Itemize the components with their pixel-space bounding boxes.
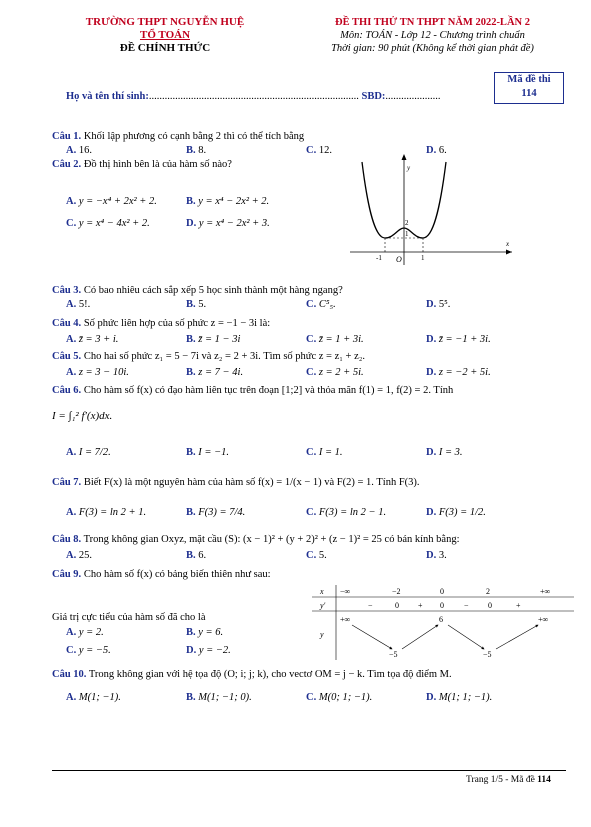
option-text: 5⁵. (438, 299, 451, 310)
option-label: C. (66, 218, 77, 229)
option-label: B. (186, 447, 196, 458)
q7-option-a[interactable] (66, 507, 146, 518)
q6-option-c[interactable] (306, 447, 343, 458)
option-text: z = 3 − 10i. (78, 367, 129, 378)
question-number: Câu 3. (52, 285, 82, 296)
variation-table (312, 585, 574, 660)
question-number: Câu 8. (52, 534, 82, 545)
option-text: y = x⁴ − 2x² + 3. (198, 218, 270, 229)
yp-val: − (464, 601, 469, 610)
q10-option-b[interactable] (186, 692, 252, 703)
official-label: ĐỀ CHÍNH THỨC (119, 42, 211, 54)
tick-neg1: -1 (376, 254, 382, 262)
row-x-label: x (320, 587, 324, 596)
option-label: C. (66, 645, 77, 656)
exam-code: 114 (521, 88, 537, 99)
option-text: 5!. (78, 299, 91, 310)
q8-option-d[interactable] (426, 550, 447, 561)
exam-code-box (494, 72, 564, 104)
q4-option-b[interactable] (186, 334, 240, 345)
option-text: F(3) = ln 2 − 1. (318, 507, 387, 518)
q6-integral: I = ∫₁² f′(x)dx. (52, 410, 113, 422)
question-number: Câu 6. (52, 385, 82, 396)
yp-val: + (418, 601, 423, 610)
option-text: z = 2 + 5i. (318, 367, 364, 378)
yp-val: 0 (395, 601, 399, 610)
option-text: 12. (318, 145, 332, 156)
tick-1: 1 (421, 254, 425, 262)
option-label: D. (426, 550, 437, 561)
q1-option-c[interactable] (306, 145, 332, 156)
x-val: 2 (486, 587, 490, 596)
option-label: C. (306, 367, 317, 378)
option-label: B. (186, 367, 196, 378)
yp-val: 0 (488, 601, 492, 610)
q3-option-b[interactable] (186, 299, 206, 310)
q1-option-b[interactable] (186, 145, 206, 156)
option-label: D. (426, 692, 437, 703)
option-label: C. (306, 507, 317, 518)
tick-2: 2 (405, 219, 409, 227)
q4-option-a[interactable] (66, 334, 118, 345)
footer-code: 114 (537, 775, 551, 785)
option-text: M(0; 1; −1). (318, 692, 373, 703)
option-text: I = 7/2. (78, 447, 111, 458)
q4-option-d[interactable] (426, 334, 491, 345)
option-label: B. (186, 299, 196, 310)
question-number: Câu 4. (52, 318, 82, 329)
q4-option-c[interactable] (306, 334, 364, 345)
option-label: B. (186, 507, 196, 518)
y-val: +∞ (340, 615, 351, 624)
q3-option-d[interactable] (426, 299, 450, 310)
footer-divider (52, 770, 566, 771)
yp-val: + (516, 601, 521, 610)
option-label: D. (426, 367, 437, 378)
function-graph (340, 150, 520, 270)
x-val: 0 (440, 587, 444, 596)
option-label: D. (426, 334, 437, 345)
question-2 (52, 159, 232, 170)
q3-option-a[interactable] (66, 299, 90, 310)
x-val: −∞ (340, 587, 351, 596)
option-label: B. (186, 627, 196, 638)
option-text: y = −2. (198, 645, 231, 656)
option-text: z = 7 − 4i. (198, 367, 244, 378)
yp-val: − (368, 601, 373, 610)
option-label: B. (186, 145, 196, 156)
x-label: x (506, 240, 510, 248)
q7-option-c[interactable] (306, 507, 386, 518)
y-axis-arrow (402, 154, 407, 160)
option-label: B. (186, 196, 196, 207)
tick-1y: 1 (405, 230, 409, 238)
option-label: B. (186, 550, 196, 561)
q5-option-c[interactable] (306, 367, 364, 378)
sbd-label: SBD: (361, 91, 386, 102)
option-label: B. (186, 692, 196, 703)
option-text: z̄ = 1 + 3i. (318, 334, 364, 345)
question-10 (52, 669, 452, 680)
arrow-down (352, 625, 392, 649)
question-6 (52, 385, 453, 396)
question-text: Có bao nhiêu cách sắp xếp 5 học sinh thành một hàng ngang? (83, 285, 343, 296)
question-number: Câu 10. (52, 669, 87, 680)
q6-option-d[interactable] (426, 447, 463, 458)
origin-label: O (396, 255, 402, 264)
exam-subject: Môn: TOÁN - Lớp 12 - Chương trình chuẩn (340, 30, 525, 41)
option-text: y = −x⁴ + 2x² + 2. (78, 196, 157, 207)
q2-option-a[interactable] (66, 196, 157, 207)
q2-option-c[interactable] (66, 218, 150, 229)
option-text: F(3) = ln 2 + 1. (78, 507, 147, 518)
y-label: y (407, 164, 411, 172)
option-label: C. (306, 145, 317, 156)
exam-time: Thời gian: 90 phút (Không kể thời gian phát đề) (331, 43, 534, 54)
question-8 (52, 534, 459, 545)
option-label: C. (306, 550, 317, 561)
question-9 (52, 569, 271, 580)
option-text: I = −1. (198, 447, 230, 458)
name-dots: ................................................................................ (148, 91, 359, 102)
sbd-dots: ..................... (385, 91, 441, 102)
q5-option-b[interactable] (186, 367, 243, 378)
option-label: D. (426, 447, 437, 458)
question-number: Câu 2. (52, 159, 82, 170)
row-yp-label: y′ (320, 601, 326, 610)
option-text: 25. (78, 550, 92, 561)
footer-page: Trang 1/5 - Mã đề (466, 775, 535, 785)
option-label: A. (66, 447, 77, 458)
question-text: Trong không gian với hệ tọa độ (O; i; j; k), cho vectơ OM = j − k. Tìm tọa độ điểm M. (88, 669, 452, 680)
y-val: −5 (389, 650, 398, 659)
option-text: 16. (78, 145, 92, 156)
question-7 (52, 477, 420, 488)
q8-option-c[interactable] (306, 550, 327, 561)
option-label: A. (66, 196, 77, 207)
q8-option-a[interactable] (66, 550, 92, 561)
arrow-up (402, 625, 438, 649)
question-number: Câu 7. (52, 477, 82, 488)
option-label: A. (66, 550, 77, 561)
option-label: A. (66, 507, 77, 518)
q9-subtext: Giá trị cực tiểu của hàm số đã cho là (52, 612, 206, 623)
option-label: D. (426, 145, 437, 156)
q8-option-b[interactable] (186, 550, 206, 561)
option-label: A. (66, 692, 77, 703)
row-y-label: y (320, 630, 324, 639)
option-text: z̄ = −1 + 3i. (438, 334, 491, 345)
question-text: Biết F(x) là một nguyên hàm của hàm số f(x) = 1/(x − 1) và F(2) = 1. Tính F(3). (83, 477, 420, 488)
question-text: Cho hàm số f(x) có bảng biến thiên như sau: (83, 569, 271, 580)
question-text: Cho hai số phức z₁ = 5 − 7i và z₂ = 2 + 3i. Tìm số phức z = z₁ + z₂. (83, 351, 366, 362)
question-text: Trong không gian Oxyz, mặt cầu (S): (x − 1)² + (y + 2)² + (z − 1)² = 25 có bán kính bằng: (83, 534, 460, 545)
page-footer (466, 775, 551, 785)
question-3 (52, 285, 343, 296)
option-text: 3. (438, 550, 447, 561)
q1-option-a[interactable] (66, 145, 92, 156)
option-text: y = −5. (78, 645, 111, 656)
option-text: M(1; −1; 0). (198, 692, 252, 703)
question-text: Khối lập phương có cạnh bằng 2 thì có thể tích bằng (83, 131, 305, 142)
option-label: C. (306, 692, 317, 703)
option-label: B. (186, 334, 196, 345)
option-text: y = 2. (78, 627, 104, 638)
arrow-up (496, 625, 538, 649)
q9-option-a[interactable] (66, 627, 104, 638)
school-name: TRƯỜNG THPT NGUYỄN HUỆ (85, 16, 245, 28)
q10-option-a[interactable] (66, 692, 121, 703)
option-text: I = 3. (438, 447, 463, 458)
exam-header (300, 16, 565, 55)
q5-option-d[interactable] (426, 367, 491, 378)
question-5 (52, 351, 365, 362)
question-text: Đồ thị hình bên là của hàm số nào? (83, 159, 232, 170)
option-text: I = 1. (318, 447, 343, 458)
option-text: 8. (198, 145, 207, 156)
option-text: y = x⁴ − 2x² + 2. (198, 196, 270, 207)
question-1 (52, 131, 304, 142)
question-number: Câu 9. (52, 569, 82, 580)
option-text: y = 6. (198, 627, 224, 638)
x-axis-arrow (506, 250, 512, 255)
q3-option-c[interactable] (306, 299, 336, 310)
q6-option-a[interactable] (66, 447, 111, 458)
exam-title: ĐỀ THI THỬ TN THPT NĂM 2022-LẦN 2 (335, 17, 530, 28)
option-label: A. (66, 145, 77, 156)
q10-option-c[interactable] (306, 692, 372, 703)
q9-option-c[interactable] (66, 645, 111, 656)
question-number: Câu 5. (52, 351, 82, 362)
option-text: C⁵₅. (318, 299, 336, 310)
school-header (80, 16, 250, 55)
option-label: C. (306, 447, 317, 458)
option-label: A. (66, 299, 77, 310)
option-text: y = x⁴ − 4x² + 2. (78, 218, 150, 229)
arrow-down (448, 625, 484, 649)
exam-code-label: Mã đề thi (507, 74, 551, 85)
student-info-line (66, 91, 441, 102)
option-label: C. (306, 299, 317, 310)
option-text: M(1; −1). (78, 692, 121, 703)
department: TỔ TOÁN (139, 29, 191, 41)
option-text: F(3) = 1/2. (438, 507, 486, 518)
y-val: 6 (439, 615, 443, 624)
option-label: A. (66, 367, 77, 378)
q7-option-b[interactable] (186, 507, 245, 518)
option-text: M(1; 1; −1). (438, 692, 493, 703)
yp-val: 0 (440, 601, 444, 610)
option-label: D. (186, 645, 197, 656)
x-val: −2 (392, 587, 401, 596)
option-label: D. (426, 507, 437, 518)
option-text: 5. (318, 550, 327, 561)
option-text: z = −2 + 5i. (438, 367, 491, 378)
y-val: −5 (483, 650, 492, 659)
option-label: D. (426, 299, 437, 310)
q6-option-b[interactable] (186, 447, 229, 458)
option-label: A. (66, 627, 77, 638)
option-text: z̄ = 3 + i. (78, 334, 119, 345)
q7-option-d[interactable] (426, 507, 486, 518)
option-text: 5. (198, 299, 207, 310)
y-val: +∞ (538, 615, 549, 624)
option-text: 6. (198, 550, 207, 561)
question-number: Câu 1. (52, 131, 82, 142)
q2-option-b[interactable] (186, 196, 269, 207)
q5-option-a[interactable] (66, 367, 129, 378)
question-text: Số phức liên hợp của số phức z = −1 − 3i là: (83, 318, 271, 329)
option-text: z̄ = 1 − 3i (198, 334, 241, 345)
option-label: D. (186, 218, 197, 229)
question-text: Cho hàm số f(x) có đạo hàm liên tục trên đoạn [1;2] và thỏa mãn f(1) = 1, f(2) = 2. Tính (83, 385, 454, 396)
q10-option-d[interactable] (426, 692, 492, 703)
question-4 (52, 318, 270, 329)
option-label: C. (306, 334, 317, 345)
name-label: Họ và tên thí sinh: (66, 91, 149, 102)
q2-option-d[interactable] (186, 218, 270, 229)
x-val: +∞ (540, 587, 551, 596)
q9-option-b[interactable] (186, 627, 223, 638)
option-text: 6. (438, 145, 447, 156)
q9-option-d[interactable] (186, 645, 231, 656)
option-text: F(3) = 7/4. (198, 507, 246, 518)
option-label: A. (66, 334, 77, 345)
